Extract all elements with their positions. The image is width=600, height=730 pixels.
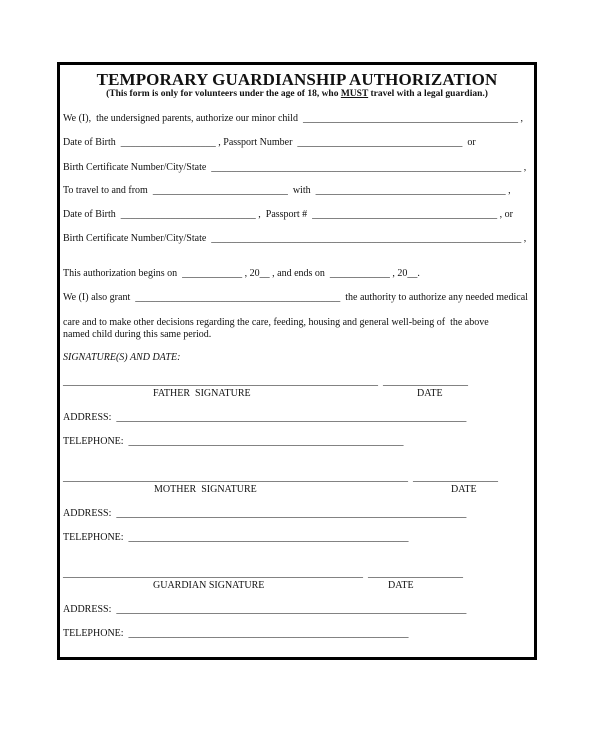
- father-signature-label: FATHER SIGNATURE: [153, 388, 251, 399]
- mother-address-line: ADDRESS: ______________________________________________________________________: [63, 508, 467, 519]
- mother-date-label: DATE: [451, 484, 477, 495]
- guardian-telephone-line: TELEPHONE: ________________________________________________________: [63, 628, 409, 639]
- mother-telephone-line: TELEPHONE: ________________________________________________________: [63, 532, 409, 543]
- named-child-line: named child during this same period.: [63, 329, 212, 340]
- guardian-address-line: ADDRESS: ______________________________________________________________________: [63, 604, 467, 615]
- minor-child-line: We (I), the undersigned parents, authorize our minor child ___________________________________________ ,: [63, 113, 523, 124]
- father-date-label: DATE: [417, 388, 443, 399]
- care-line: care and to make other decisions regarding the care, feeding, housing and general well-being of the above: [63, 317, 489, 328]
- mother-signature-label: MOTHER SIGNATURE: [154, 484, 257, 495]
- subtitle-text-start: (This form is only for volunteers under the age of 18, who: [106, 89, 341, 99]
- form-subtitle: [57, 89, 537, 99]
- form-title: TEMPORARY GUARDIANSHIP AUTHORIZATION: [96, 70, 498, 89]
- guardian-signature-line: ____________________________________________________________ ___________________: [63, 568, 463, 579]
- dob-passport-line-2: Date of Birth ___________________________ , Passport # _____________________________________ , or: [63, 209, 513, 220]
- dob-passport-line: Date of Birth ___________________ , Passport Number _________________________________ or: [63, 137, 476, 148]
- birth-certificate-line-2: Birth Certificate Number/City/State ______________________________________________________________ ,: [63, 233, 527, 244]
- subtitle-text-end: travel with a legal guardian.): [368, 89, 488, 99]
- birth-certificate-line: Birth Certificate Number/City/State ______________________________________________________________ ,: [63, 162, 527, 173]
- subtitle-must: MUST: [340, 89, 369, 99]
- mother-signature-line: _____________________________________________________________________ _________________: [63, 472, 498, 483]
- guardian-signature-label: GUARDIAN SIGNATURE: [153, 580, 265, 591]
- guardian-date-label: DATE: [388, 580, 414, 591]
- authorization-dates-line: This authorization begins on ____________ , 20__ , and ends on ____________ , 20__.: [63, 268, 420, 279]
- grant-line: We (I) also grant _________________________________________ the authority to authorize any needed medical: [63, 292, 528, 303]
- father-address-line: ADDRESS: ______________________________________________________________________: [63, 412, 467, 423]
- father-telephone-line: TELEPHONE: _______________________________________________________: [63, 436, 404, 447]
- father-signature-line: _______________________________________________________________ _________________: [63, 376, 468, 387]
- signatures-heading: SIGNATURE(S) AND DATE:: [63, 352, 181, 363]
- travel-line: To travel to and from ___________________________ with ______________________________________ ,: [63, 185, 511, 196]
